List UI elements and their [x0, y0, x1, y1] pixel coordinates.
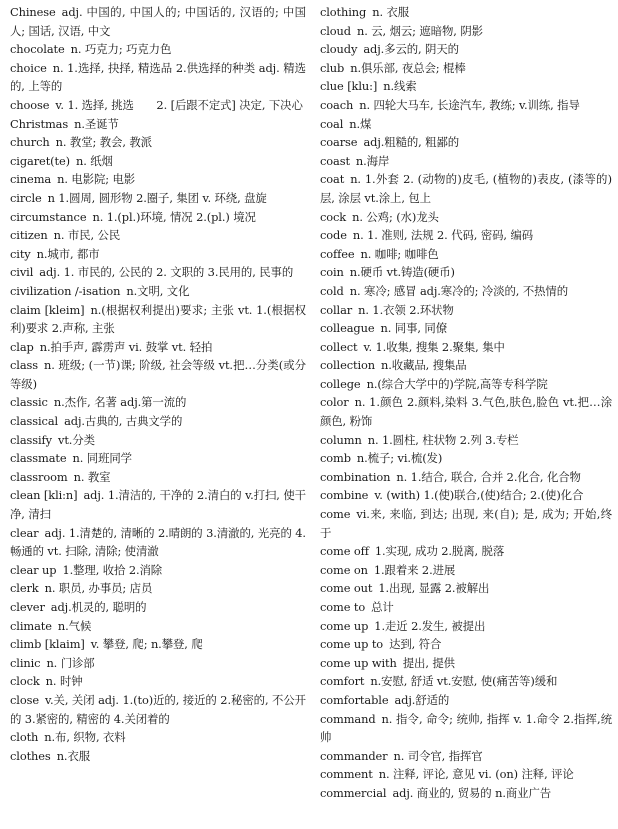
entry-headword: come up	[319, 618, 369, 633]
entry-definition: n. 司令官, 指挥官	[393, 748, 483, 763]
entry-headword: clerk	[10, 581, 39, 596]
entry-definition: n. 公鸡; (水)龙头	[352, 209, 439, 224]
entry-headword: clap	[10, 339, 34, 354]
dictionary-entry	[10, 412, 306, 431]
entry-definition: n.煤	[349, 116, 372, 131]
entry-definition: adj. 1.清洁的, 干净的 2.清白的 v.打扫, 使干净, 清扫	[10, 488, 306, 522]
entry-headword: color	[319, 395, 349, 410]
entry-definition: n.安慰, 舒适 vt.安慰, 使(痛苦等)缓和	[370, 674, 558, 689]
entry-definition: n. 1.外套 2. (动物的)皮毛, (植物的)表皮, (漆等的)层, 涂层 vt.涂上, 包上	[319, 172, 612, 205]
entry-definition: 1.出现, 显露 2.被解出	[378, 581, 490, 596]
entry-definition: n 1.圆周, 圆形物 2.圈子, 集团 v. 环绕, 盘旋	[47, 190, 267, 205]
entry-definition: adj.舒适的	[394, 692, 450, 707]
entry-definition: v. 1.收集, 搜集 2.聚集, 集中	[363, 339, 505, 354]
entry-headword: come out	[319, 581, 373, 596]
entry-definition: vi.来, 来临, 到达; 出现, 来(自); 是, 成为; 开始,终于	[319, 507, 612, 540]
dictionary-entry	[10, 524, 306, 561]
entry-headword: Chinese	[10, 5, 56, 19]
dictionary-entry	[320, 654, 612, 673]
entry-headword: choice	[10, 60, 47, 75]
entry-definition: n. 1.选择, 抉择, 精选品 2.供选择的种类 adj. 精选的, 上等的	[10, 60, 306, 94]
entry-headword: command	[319, 711, 376, 726]
entry-headword: clothing	[319, 5, 367, 19]
entry-definition: n. 门诊部	[46, 655, 95, 670]
dictionary-entry	[320, 579, 612, 598]
dictionary-entry	[10, 579, 306, 598]
dictionary-entry	[320, 672, 612, 691]
entry-definition: v. 1. 选择, 挑选 2. [后跟不定式] 决定, 下决心	[55, 97, 303, 112]
dictionary-entry	[320, 486, 612, 505]
entry-headword: chocolate	[10, 42, 65, 57]
entry-headword: combine	[319, 488, 369, 503]
entry-headword: club	[319, 60, 345, 75]
entry-definition: n.俱乐部, 夜总会; 棍棒	[350, 60, 466, 75]
entry-headword: come up with	[319, 655, 397, 670]
entry-definition: n.梳子; vi.梳(发)	[356, 451, 443, 466]
dictionary-entry	[320, 468, 612, 487]
dictionary-entry	[320, 152, 612, 171]
entry-headword: comb	[319, 451, 351, 466]
entry-headword: clothes	[10, 748, 51, 763]
entry-headword: classmate	[10, 451, 67, 466]
dictionary-entry	[320, 77, 612, 96]
entry-headword: choose	[10, 97, 50, 112]
entry-headword: class	[10, 358, 39, 373]
dictionary-entry	[320, 301, 612, 320]
dictionary-entry	[320, 263, 612, 282]
entry-headword: college	[319, 376, 361, 391]
entry-definition: n. 1.衣领 2.环状物	[358, 302, 454, 317]
dictionary-entry	[320, 635, 612, 654]
entry-definition: 1.实现, 成功 2.脱离, 脱落	[374, 544, 505, 559]
entry-definition: 达到, 符合	[389, 637, 442, 652]
entry-definition: n. 同班同学	[72, 451, 132, 466]
entry-definition: 1.跟着来 2.进展	[373, 562, 456, 577]
entry-definition: n.(综合大学中的)学院,高等专科学院	[366, 376, 548, 391]
dictionary-entry	[320, 542, 612, 561]
dictionary-entry	[10, 263, 306, 282]
dictionary-entry	[320, 375, 612, 394]
entry-definition: 1.走近 2.发生, 被提出	[374, 618, 486, 633]
entry-definition: n. 职员, 办事员; 店员	[44, 581, 153, 596]
dictionary-entry	[10, 226, 306, 245]
entry-definition: adj.多云的, 阴天的	[363, 42, 459, 57]
entry-definition: adj. 中国的, 中国人的; 中国话的, 汉语的; 中国人; 国话, 汉语, 中文	[10, 5, 306, 38]
entry-definition: n. 教室	[73, 469, 111, 484]
dictionary-entry	[320, 226, 612, 245]
entry-headword: combination	[319, 469, 391, 484]
entry-headword: come on	[319, 562, 368, 577]
entry-definition: n. 注释, 评论, 意见 vi. (on) 注释, 评论	[378, 767, 574, 782]
entry-headword: classical	[10, 414, 59, 429]
entry-definition: adj.粗糙的, 粗鄙的	[363, 135, 460, 150]
entry-headword: clinic	[10, 655, 41, 670]
entry-definition: adj.古典的, 古典文学的	[64, 414, 183, 429]
entry-definition: 提出, 提供	[402, 655, 455, 670]
dictionary-entry	[320, 449, 612, 468]
dictionary-entry	[320, 747, 612, 766]
entry-headword: claim [kleim]	[10, 302, 85, 317]
dictionary-entry	[320, 170, 612, 207]
entry-headword: circle	[10, 190, 42, 205]
entry-definition: v. (with) 1.(使)联合,(使)结合; 2.(使)化合	[374, 488, 584, 503]
entry-headword: clue [klu:]	[319, 79, 378, 94]
entry-definition: adj. 1. 市民的, 公民的 2. 文职的 3.民用的, 民事的	[39, 265, 294, 280]
entry-definition: n.城市, 都市	[36, 246, 100, 261]
entry-definition: n. 衣服	[372, 5, 410, 19]
entry-headword: clean [kli:n]	[10, 488, 78, 503]
dictionary-entry	[10, 3, 306, 40]
entry-headword: colleague	[319, 321, 375, 336]
dictionary-entry	[320, 282, 612, 301]
dictionary-entry	[10, 282, 306, 301]
entry-definition: n. 1.颜色 2.颜料,染料 3.气色,肤色,脸色 vt.把…涂颜色, 粉饰	[319, 395, 612, 429]
entry-headword: collar	[319, 302, 353, 317]
entry-definition: n.圣诞节	[74, 116, 119, 131]
dictionary-entry	[10, 115, 306, 134]
dictionary-entry	[10, 598, 306, 617]
entry-headword: classroom	[10, 469, 68, 484]
entry-headword: coffee	[319, 246, 355, 261]
entry-headword: church	[10, 135, 50, 150]
entry-definition: adj. 1.清楚的, 清晰的 2.晴朗的 3.清澈的, 光亮的 4.畅通的 vt. 扫除, 清除; 使清澈	[10, 525, 306, 559]
entry-headword: code	[319, 228, 347, 243]
entry-definition: n.海岸	[355, 153, 390, 168]
entry-definition: n.(根据权利提出)要求; 主张 vt. 1.(根据权利)要求 2.声称, 主张	[10, 302, 306, 336]
dictionary-entry	[320, 356, 612, 375]
entry-headword: coast	[319, 153, 350, 168]
entry-definition: 总计	[371, 600, 394, 614]
dictionary-entry	[320, 393, 612, 430]
dictionary-entry	[320, 710, 612, 747]
entry-headword: comfortable	[319, 692, 389, 707]
entry-definition: n.气候	[57, 618, 92, 633]
dictionary-entry	[320, 96, 612, 115]
dictionary-entry	[10, 189, 306, 208]
entry-definition: n.杰作, 名著 adj.第一流的	[53, 395, 187, 410]
entry-definition: n. 指令, 命令; 统帅, 指挥 v. 1.命令 2.指挥,统帅	[319, 711, 612, 745]
entry-definition: v.关, 关闭 adj. 1.(to)近的, 接近的 2.秘密的, 不公开的 3.紧密的, 精密的 4.关闭着的	[10, 692, 306, 726]
dictionary-entry	[10, 431, 306, 450]
entry-definition: n. 电影院; 电影	[57, 172, 136, 187]
dictionary-entry	[320, 691, 612, 710]
entry-headword: commander	[319, 748, 388, 763]
right-column	[314, 3, 612, 829]
entry-headword: classic	[10, 395, 48, 410]
entry-headword: column	[319, 432, 362, 447]
dictionary-entry	[320, 59, 612, 78]
entry-definition: n.拍手声, 霹雳声 vi. 鼓掌 vt. 轻拍	[39, 339, 213, 354]
entry-headword: cloudy	[319, 42, 358, 57]
dictionary-entry	[10, 728, 306, 747]
entry-definition: n.文明, 文化	[126, 283, 190, 298]
dictionary-entry	[10, 747, 306, 766]
dictionary-entry	[10, 170, 306, 189]
dictionary-entry	[320, 3, 612, 22]
entry-headword: close	[10, 692, 39, 707]
dictionary-entry	[10, 301, 306, 338]
entry-definition: adj. 商业的, 贸易的 n.商业广告	[392, 785, 552, 800]
entry-headword: circumstance	[10, 209, 87, 224]
dictionary-entry	[320, 561, 612, 580]
entry-headword: commercial	[319, 785, 387, 800]
entry-headword: Christmas	[10, 116, 69, 131]
entry-definition: n. 市民, 公民	[53, 228, 121, 243]
entry-headword: cock	[319, 209, 347, 224]
entry-headword: classify	[10, 432, 52, 447]
entry-definition: 1.整理, 收拾 2.消除	[62, 562, 163, 577]
entry-definition: n. 1. 准则, 法规 2. 代码, 密码, 编码	[352, 228, 534, 243]
entry-headword: come	[319, 507, 351, 522]
entry-definition: n.线索	[383, 79, 417, 94]
entry-headword: climb [klaim]	[10, 637, 85, 652]
dictionary-entry	[10, 59, 306, 96]
dictionary-entry	[10, 245, 306, 264]
entry-definition: n. 四轮大马车, 长途汽车, 教练; v.训练, 指导	[359, 97, 580, 112]
dictionary-entry	[320, 245, 612, 264]
entry-headword: clear	[10, 525, 39, 540]
dictionary-entry	[10, 133, 306, 152]
dictionary-entry	[320, 784, 612, 803]
dictionary-entry	[320, 22, 612, 41]
entry-definition: n. 1.(pl.)环境, 情况 2.(pl.) 境况	[92, 209, 256, 224]
entry-definition: n. 寒冷; 感冒 adj.寒冷的; 冷淡的, 不热情的	[349, 283, 569, 298]
entry-headword: collection	[319, 358, 376, 373]
entry-definition: n.收藏品, 搜集品	[381, 358, 467, 373]
dictionary-entry	[320, 208, 612, 227]
dictionary-entry	[320, 133, 612, 152]
entry-definition: n. 云, 烟云; 遮暗物, 阴影	[356, 23, 483, 38]
dictionary-entry	[320, 40, 612, 59]
entry-headword: coal	[319, 116, 344, 131]
dictionary-entry	[320, 319, 612, 338]
entry-headword: cinema	[10, 172, 52, 187]
entry-headword: clear up	[10, 562, 57, 577]
entry-headword: cigaret(te)	[10, 153, 70, 168]
entry-headword: come off	[319, 544, 369, 559]
entry-headword: clock	[10, 674, 40, 689]
dictionary-entry	[10, 617, 306, 636]
dictionary-entry	[10, 468, 306, 487]
entry-definition: v. 攀登, 爬; n.攀登, 爬	[90, 637, 203, 652]
entry-headword: cloth	[10, 730, 39, 745]
entry-headword: civilization /-isation	[10, 283, 121, 298]
entry-definition: n.布, 织物, 衣料	[44, 730, 126, 745]
entry-headword: coat	[319, 172, 345, 187]
entry-headword: comfort	[319, 674, 365, 689]
dictionary-entry	[10, 635, 306, 654]
entry-definition: n. 纸烟	[75, 153, 113, 168]
entry-headword: comment	[319, 767, 373, 782]
dictionary-entry	[10, 393, 306, 412]
entry-definition: n. 咖啡; 咖啡色	[360, 246, 439, 261]
dictionary-entry	[10, 449, 306, 468]
entry-definition: vt.分类	[58, 432, 95, 447]
dictionary-entry	[320, 338, 612, 357]
dictionary-entry	[10, 152, 306, 171]
entry-definition: n. 时钟	[45, 674, 83, 689]
entry-definition: n. 同事, 同僚	[380, 321, 447, 336]
entry-definition: n.硬币 vt.铸造(硬币)	[349, 265, 455, 280]
entry-headword: collect	[319, 339, 358, 354]
dictionary-entry	[10, 96, 306, 115]
dictionary-entry	[10, 40, 306, 59]
dictionary-entry	[320, 431, 612, 450]
entry-definition: n. 教堂; 教会, 教派	[55, 135, 152, 150]
entry-headword: coach	[319, 97, 354, 112]
entry-definition: n. 班级; (一节)课; 阶级, 社会等级 vt.把…分类(或分等级)	[10, 358, 306, 391]
dictionary-entry	[320, 115, 612, 134]
entry-headword: come to	[319, 600, 366, 614]
left-column	[6, 3, 314, 829]
entry-headword: citizen	[10, 228, 48, 243]
dictionary-entry	[320, 598, 612, 617]
entry-headword: coarse	[319, 135, 358, 150]
entry-headword: cloud	[319, 23, 351, 38]
dictionary-entry	[320, 617, 612, 636]
dictionary-entry	[10, 561, 306, 580]
entry-headword: coin	[319, 265, 344, 280]
dictionary-entry	[10, 338, 306, 357]
entry-headword: climate	[10, 618, 52, 633]
entry-definition: adj.机灵的, 聪明的	[50, 600, 147, 614]
dictionary-entry	[10, 356, 306, 393]
dictionary-entry	[10, 486, 306, 523]
entry-headword: clever	[10, 600, 45, 614]
dictionary-entry	[10, 208, 306, 227]
dictionary-entry	[10, 672, 306, 691]
entry-definition: n. 1.圆柱, 柱状物 2.列 3.专栏	[367, 432, 519, 447]
dictionary-entry	[10, 654, 306, 673]
dictionary-entry	[320, 505, 612, 542]
entry-definition: n.衣服	[56, 748, 91, 763]
entry-headword: city	[10, 246, 31, 261]
entry-definition: n. 1.结合, 联合, 合并 2.化合, 化合物	[396, 469, 581, 484]
dictionary-entry	[10, 691, 306, 728]
dictionary-entry	[320, 765, 612, 784]
entry-headword: civil	[10, 265, 34, 280]
entry-headword: come up to	[319, 637, 384, 652]
entry-headword: cold	[319, 283, 344, 298]
entry-definition: n. 巧克力; 巧克力色	[70, 42, 172, 57]
